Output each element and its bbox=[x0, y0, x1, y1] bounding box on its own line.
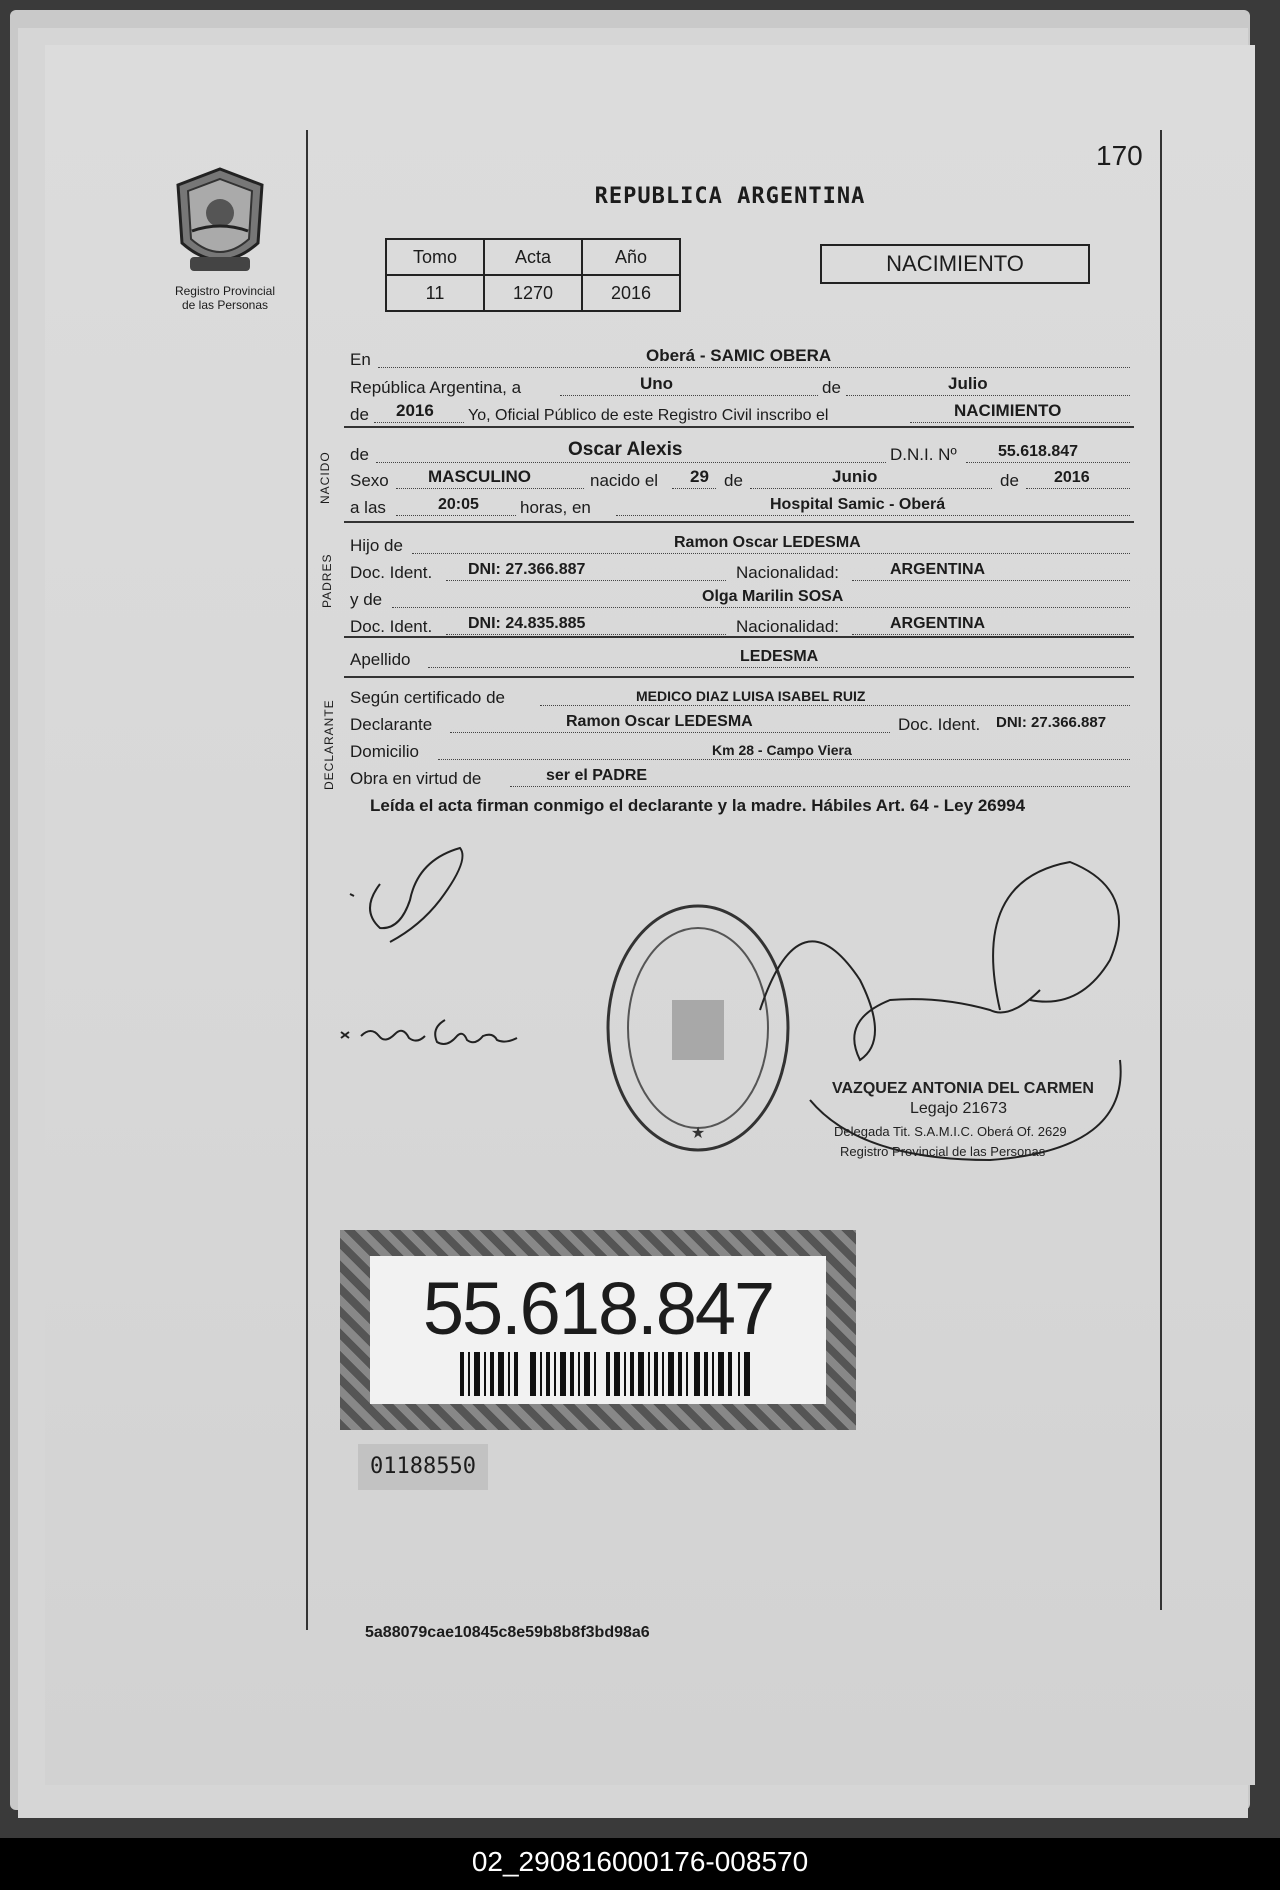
label-apellido: Apellido bbox=[350, 650, 411, 669]
value-mother-nat: ARGENTINA bbox=[890, 615, 986, 632]
label-dni: D.N.I. Nº bbox=[890, 445, 957, 464]
officer-name: VAZQUEZ ANTONIA DEL CARMEN bbox=[832, 1080, 1094, 1097]
line-father-doc bbox=[350, 559, 1130, 585]
value-mother-name: Olga Marilin SOSA bbox=[702, 588, 844, 605]
scan-footer-id: 02_290816000176-008570 bbox=[471, 1846, 809, 1877]
record-header-ano: Año bbox=[582, 239, 680, 275]
dni-barcode-panel bbox=[340, 1230, 856, 1430]
document-title: REPUBLICA ARGENTINA bbox=[594, 184, 866, 209]
record-kind-box: NACIMIENTO bbox=[820, 244, 1090, 284]
label-mother-nat: Nacionalidad: bbox=[736, 617, 840, 636]
value-day: Uno bbox=[640, 374, 674, 393]
registry-label-line1: Registro Provincial bbox=[174, 284, 276, 298]
value-birth-month: Junio bbox=[832, 467, 878, 486]
value-sexo: MASCULINO bbox=[428, 467, 531, 486]
line-obra bbox=[350, 765, 1130, 791]
misiones-coat-of-arms-icon bbox=[170, 165, 270, 285]
line-domicile bbox=[350, 738, 1130, 764]
line-name bbox=[350, 441, 1130, 467]
label-obra: Obra en virtud de bbox=[350, 769, 482, 788]
label-de-birth-month: de bbox=[724, 471, 743, 490]
value-father-doc: DNI: 27.366.887 bbox=[468, 561, 586, 578]
value-event: NACIMIENTO bbox=[954, 401, 1062, 420]
value-year: 2016 bbox=[396, 401, 434, 420]
serial-number: 01188550 bbox=[358, 1444, 488, 1490]
section-rule-1 bbox=[344, 426, 1134, 428]
declarant-signature bbox=[330, 840, 490, 960]
barcode-bars bbox=[460, 1352, 750, 1396]
value-mother-doc: DNI: 24.835.885 bbox=[468, 615, 586, 632]
value-child-dni: 55.618.847 bbox=[998, 443, 1079, 460]
line-certificate bbox=[350, 684, 1130, 710]
record-value-acta: 1270 bbox=[484, 275, 582, 311]
left-margin-rule bbox=[306, 130, 308, 1630]
line-date bbox=[350, 374, 1130, 400]
value-obra: ser el PADRE bbox=[546, 767, 648, 784]
label-declarant-doc: Doc. Ident. bbox=[898, 715, 981, 734]
label-declarante: Declarante bbox=[350, 715, 433, 734]
officer-legajo: Legajo 21673 bbox=[910, 1100, 1007, 1117]
label-de-name: de bbox=[350, 445, 369, 464]
value-birth-place: Hospital Samic - Oberá bbox=[770, 496, 946, 513]
section-rule-2 bbox=[344, 521, 1134, 523]
label-hijo-de: Hijo de bbox=[350, 536, 403, 555]
label-statement: Yo, Oficial Público de este Registro Civil inscribo el bbox=[468, 407, 829, 424]
value-declarant-name: Ramon Oscar LEDESMA bbox=[566, 713, 753, 730]
value-domicile: Km 28 - Campo Viera bbox=[712, 742, 852, 758]
label-de-month: de bbox=[822, 378, 841, 397]
svg-text:★: ★ bbox=[690, 1125, 706, 1142]
mother-signature bbox=[335, 1000, 555, 1060]
value-father-nat: ARGENTINA bbox=[890, 561, 986, 578]
section-label-declarante: DECLARANTE bbox=[322, 699, 336, 790]
line-father bbox=[350, 532, 1130, 558]
value-month: Julio bbox=[948, 374, 988, 393]
line-apellido bbox=[350, 646, 1130, 672]
value-birth-year: 2016 bbox=[1054, 469, 1090, 486]
label-y-de: y de bbox=[350, 590, 383, 609]
section-label-nacido: NACIDO bbox=[318, 451, 332, 504]
section-rule-3 bbox=[344, 636, 1134, 638]
value-birth-time: 20:05 bbox=[438, 496, 479, 513]
line-declarant bbox=[350, 711, 1130, 737]
line-year bbox=[350, 401, 1130, 427]
line-place bbox=[350, 346, 1130, 372]
section-rule-4 bbox=[344, 676, 1134, 678]
dni-barcode-label bbox=[370, 1256, 826, 1404]
label-sexo: Sexo bbox=[350, 471, 389, 490]
value-apellido: LEDESMA bbox=[740, 648, 819, 665]
right-margin-rule bbox=[1160, 130, 1162, 1610]
registry-label-line2: de las Personas bbox=[181, 298, 269, 312]
line-mother bbox=[350, 586, 1130, 612]
label-a-las: a las bbox=[350, 498, 386, 517]
line-time-place bbox=[350, 494, 1130, 520]
record-header-acta: Acta bbox=[484, 239, 582, 275]
record-value-ano: 2016 bbox=[582, 275, 680, 311]
officer-role: Delegada Tit. S.A.M.I.C. Oberá Of. 2629 bbox=[834, 1124, 1067, 1139]
label-domicilio: Domicilio bbox=[350, 742, 419, 761]
label-de-birth-year: de bbox=[1000, 471, 1019, 490]
value-certificate: MEDICO DIAZ LUISA ISABEL RUIZ bbox=[636, 688, 866, 704]
label-horas-en: horas, en bbox=[520, 498, 591, 517]
label-father-nat: Nacionalidad: bbox=[736, 563, 840, 582]
document-hash: 5a88079cae10845c8e59b8b8f3bd98a6 bbox=[365, 1624, 650, 1641]
value-birth-day: 29 bbox=[690, 467, 709, 486]
label-father-doc: Doc. Ident. bbox=[350, 563, 433, 582]
value-place: Oberá - SAMIC OBERA bbox=[646, 346, 832, 365]
folio-number: 170 bbox=[1096, 140, 1143, 171]
label-mother-doc: Doc. Ident. bbox=[350, 617, 433, 636]
value-child-name: Oscar Alexis bbox=[568, 439, 683, 460]
value-declarant-doc: DNI: 27.366.887 bbox=[996, 714, 1107, 731]
officer-org: Registro Provincial de las Personas bbox=[840, 1144, 1046, 1159]
record-value-tomo: 11 bbox=[386, 275, 484, 311]
barcode-number: 55.618.847 bbox=[422, 1267, 774, 1350]
label-en: En bbox=[350, 350, 371, 369]
closing-statement: Leída el acta firman conmigo el declarante y la madre. Hábiles Art. 64 - Ley 26994 bbox=[370, 796, 1026, 815]
record-table bbox=[385, 238, 681, 312]
label-de-year: de bbox=[350, 405, 369, 424]
label-nacido-el: nacido el bbox=[590, 471, 659, 490]
label-certificado: Según certificado de bbox=[350, 688, 505, 707]
record-header-tomo: Tomo bbox=[386, 239, 484, 275]
label-republica: República Argentina, a bbox=[350, 378, 522, 397]
line-sex-birthdate bbox=[350, 467, 1130, 493]
section-label-padres: PADRES bbox=[320, 553, 334, 608]
value-father-name: Ramon Oscar LEDESMA bbox=[674, 534, 861, 551]
registry-label bbox=[150, 284, 300, 312]
